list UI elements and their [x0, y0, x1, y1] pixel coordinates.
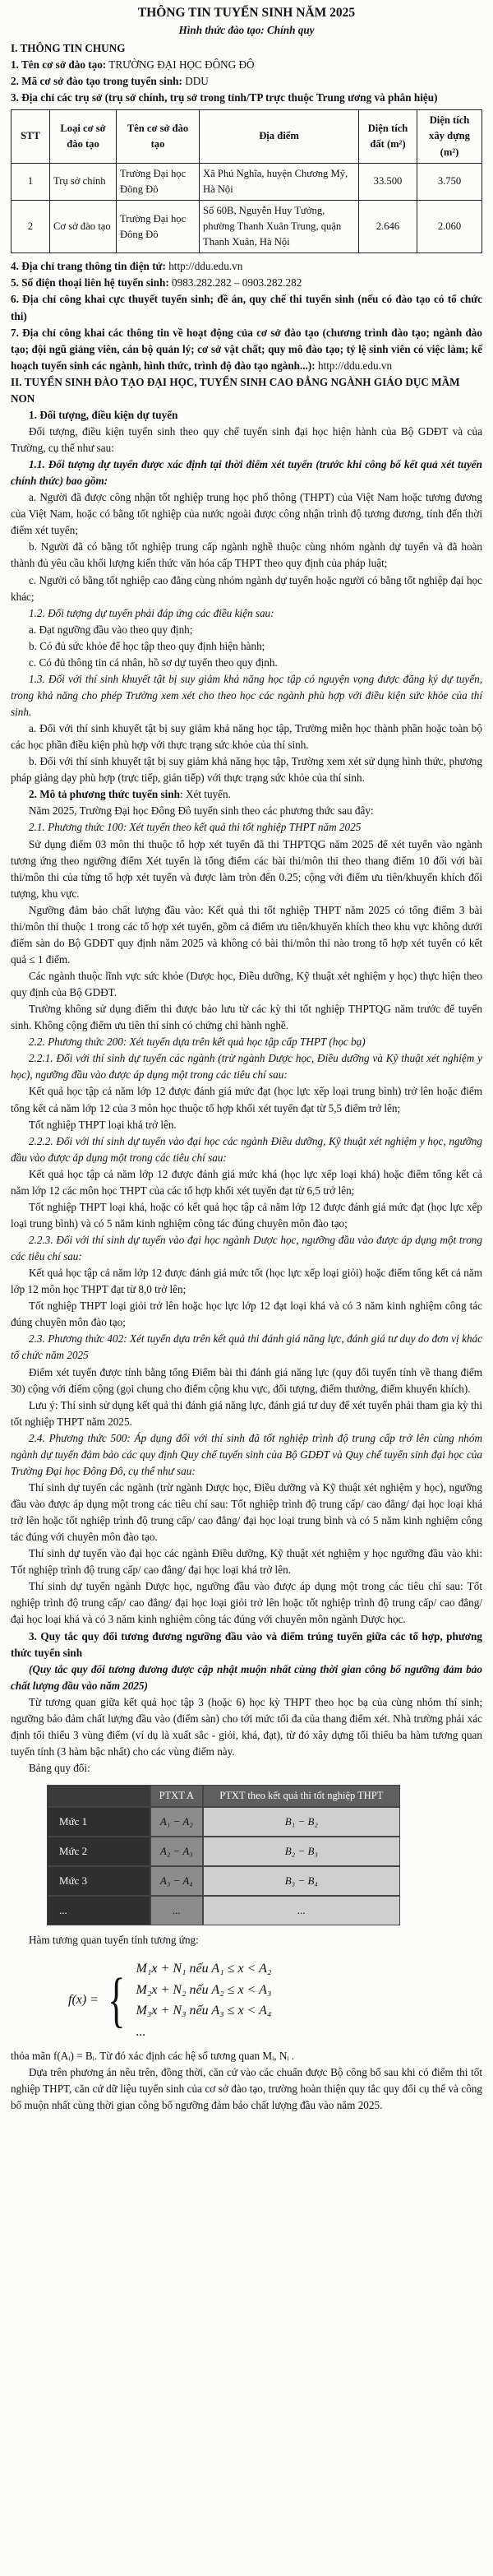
method-402-p1: Điểm xét tuyển được tính bằng tổng Điểm bài thi đánh giá năng lực (quy đổi tuyến tính về thang điểm 30) cộng với điểm cộng (gọi chung cho điểm cộng khu vực, đối tượng, điểm thưởng, điểm khuyến khích).: [11, 1365, 482, 1395]
function-caption: Hàm tương quan tuyến tính tương ứng:: [29, 1934, 199, 1947]
s1-cond-c: c. Có đủ thông tin cá nhân, hồ sơ dự tuyển theo quy định.: [29, 656, 278, 669]
cell-build-area: 3.750: [417, 163, 482, 200]
table-row: [47, 1837, 400, 1866]
cell-name: Trường Đại học Đông Đô: [117, 163, 200, 200]
item2-value: DDU: [182, 75, 209, 88]
phone-number: 0983.282.282 – 0903.282.282: [168, 276, 302, 290]
s1-disability-b: b. Đối với thí sinh khuyết tật bị suy giảm khả năng học tập, Trường xem xét sử dụng hình thức, phương pháp giảng dạy phù hợp (trực tiếp, gián tiếp) với thực trạng sức khỏe của thí sinh.: [11, 755, 482, 785]
method-100-heading: 2.1. Phương thức 100: Xét tuyển theo kết quả thi tốt nghiệp THPT năm 2025: [29, 821, 362, 834]
s2-heading-tail: : Xét tuyển.: [179, 788, 231, 801]
conversion-table-caption: Bảng quy đổi:: [29, 1762, 90, 1775]
s1-subheading: 1.2. Đối tượng dự tuyển phải đáp ứng các điều kiện sau:: [29, 606, 274, 619]
formula-brace: {: [108, 1967, 126, 2035]
s1-item-b: b. Người đã có bằng tốt nghiệp trung cấp ngành nghề thuộc cùng nhóm ngành dự tuyển và đã hoàn thành đủ yêu cầu khối lượng kiến thức văn hóa cấp THPT theo quy định của pháp luật;: [11, 540, 482, 570]
conv-b-range: ...: [203, 1896, 400, 1925]
cell-land-area: 2.646: [359, 200, 417, 253]
method-402-heading: 2.3. Phương thức 402: Xét tuyển dựa trên kết quả thi đánh giá năng lực, đánh giá tư duy do đơn vị khác tổ chức năm 2025: [11, 1332, 482, 1362]
item3: 3. Địa chỉ các trụ sở (trụ sở chính, trụ sở trong tỉnh/TP trực thuộc Trung ương và phân hiệu): [11, 91, 438, 104]
conv-col-a: PTXT A: [150, 1785, 203, 1807]
col-build-area: Diện tích xây dựng (m²): [417, 110, 482, 163]
conv-a-range: ...: [150, 1896, 203, 1925]
item1-label: 1. Tên cơ sở đào tạo:: [11, 58, 107, 72]
cell-type: Cơ sở đào tạo: [50, 200, 117, 253]
page-subtitle: Hình thức đào tạo: Chính quy: [178, 23, 315, 36]
col-location: Địa điểm: [200, 110, 359, 163]
item4: [11, 258, 482, 275]
col-land-area: Diện tích đất (m²): [359, 110, 417, 163]
s3-closing: Dựa trên phương án nêu trên, đồng thời, căn cứ vào các chuẩn được Bộ công bố sau khi có điểm thi tốt nghiệp THPT, căn cứ dữ liệu tuyển sinh của cơ sở đào tạo, trường hoàn thiện quy tắc quy đổi cụ thể và công bố muộn nhất cùng thời gian công bố ngưỡng đảm bảo chất lượng đầu vào năm 2025.: [11, 2065, 482, 2111]
item5: [11, 275, 482, 291]
method-200-2b: Tốt nghiệp THPT loại khá, hoặc có kết quả học tập cả năm lớp 12 được đánh giá mức đạt (học lực xếp loại trung bình) và có 5 năm kinh nghiệm công tác đúng chuyên môn đào tạo;: [11, 1200, 482, 1230]
method-100-p1: Sử dụng điểm 03 môn thi thuộc tổ hợp xét tuyển đã thi THPTQG năm 2025 để xét tuyển vào ngành tương ứng theo ngưỡng điểm Xét tuyển là tổng điểm các bài thi/môn thi theo thang điểm 10 đối với bài thi/môn thi của từng tổ hợp xét tuyển và được làm tròn đến 0.25; cộng với điểm ưu tiên/khuyến khích đối tượng, khu vực.: [11, 837, 482, 900]
method-500-p3: Thí sinh dự tuyển ngành Dược học, ngưỡng đầu vào được áp dụng một trong các tiêu chí sau: Tốt nghiệp trình độ trung cấp/ cao đẳng/ đại học loại giỏi trở lên hoặc tốt nghiệp trình độ trung cấp/ cao đẳng/ đại học loại khá và có 3 năm kinh nghiệm công tác đúng với chuyên môn ngành Dược học.: [11, 1580, 482, 1626]
formula-row: M₃x + N₃ nếu A₃ ≤ x < A₄: [136, 2004, 272, 2018]
method-200-heading: 2.2. Phương thức 200: Xét tuyển dựa trên kết quả học tập cấp THPT (học bạ): [29, 1035, 366, 1049]
page-title: THÔNG TIN TUYỂN SINH NĂM 2025: [137, 6, 356, 20]
method-200-2: 2.2.2. Đối với thí sinh dự tuyển vào đại học các ngành Điều dưỡng, Kỹ thuật xét nghiệm y học, ngưỡng đầu vào được áp dụng một trong các tiêu chí sau:: [11, 1134, 482, 1164]
item6: 6. Địa chỉ công khai cực thuyết tuyển sinh; đề án, quy chế thi tuyển sinh (nếu có đào tạo có tổ chức thi): [11, 293, 482, 322]
s2-heading-line: [11, 786, 482, 803]
website-link[interactable]: http://ddu.edu.vn: [165, 260, 243, 273]
cell-land-area: 33.500: [359, 163, 417, 200]
formula-note: thỏa mãn f(Aᵢ) = Bᵢ. Từ đó xác định các hệ số tương quan Mᵢ, Nᵢ .: [11, 2049, 295, 2062]
formula-rows: [136, 1958, 272, 2042]
col-stt: STT: [12, 110, 50, 163]
section2-heading: II. TUYỂN SINH ĐÀO TẠO ĐẠI HỌC, TUYỂN SINH CAO ĐẲNG NGÀNH GIÁO DỤC MẦM NON: [11, 375, 460, 405]
s1-paragraph: Đối tượng, điều kiện tuyển sinh theo quy chế tuyển sinh đại học hiện hành của Bộ GDĐT và của Trường, cụ thể như sau:: [11, 424, 482, 455]
item4-label: 4. Địa chỉ trang thông tin điện tử:: [11, 260, 166, 273]
method-100-p2: Ngưỡng đảm bảo chất lượng đầu vào: Kết quả thi tốt nghiệp THPT năm 2025 có tổng điểm 3 bài thi/môn thi thuộc 1 trong các tổ hợp xét tuyển, gồm cả điểm ưu tiên/khuyến khích theo khu vực không dưới điểm sàn do Bộ GDĐT quy định năm 2025 và không có bài thi/môn thi nào trong tổ hợp xét tuyển có kết quả ≤ 1 điểm.: [11, 903, 482, 966]
conv-level: Mức 3: [47, 1866, 150, 1896]
section1-heading: I. THÔNG TIN CHUNG: [11, 41, 126, 54]
item2: [11, 73, 482, 90]
s1-cond-a: a. Đạt ngưỡng đầu vào theo quy định;: [29, 623, 193, 636]
s1-subheading: 1.1. Đối tượng dự tuyển được xác định tại thời điểm xét tuyển (trước khi công bố kết quả xét tuyển chính thức) bao gồm:: [11, 458, 482, 488]
s2-heading: 2. Mô tả phương thức tuyển sinh: [29, 788, 180, 801]
conv-level: ...: [47, 1896, 150, 1925]
item7: [11, 325, 482, 374]
method-500-heading: 2.4. Phương thức 500: Áp dụng đối với thí sinh đã tốt nghiệp trình độ trung cấp trở lên cùng nhóm ngành dự tuyển đảm bảo các quy định Quy chế tuyển sinh của Bộ GDĐT và Quy chế tuyển sinh đại học của Trường Đại học Đông Đô, cụ thể như sau:: [11, 1431, 482, 1477]
formula-row: M₂x + N₂ nếu A₂ ≤ x < A₃: [136, 1982, 272, 1997]
item7-text: 7. Địa chỉ công khai các thông tin về hoạt động của cơ sở đào tạo (chương trình đào tạo; ngành đào tạo; đội ngũ giảng viên, cán bộ quản lý; cơ sở vật chất; quy mô đào tạo; tỷ lệ sinh viên có việc làm; kế hoạch tuyển sinh các ngành, hình thức, trình độ đào tạo ngành...):: [11, 326, 482, 372]
table-row: [47, 1866, 400, 1896]
col-type: Loại cơ sở đào tạo: [50, 110, 117, 163]
s3-heading: 3. Quy tắc quy đổi tương đương ngưỡng đầu vào và điểm trúng tuyển giữa các tổ hợp, phương thức tuyển sinh: [11, 1629, 482, 1659]
cell-stt: 2: [12, 200, 50, 253]
cell-location: Số 60B, Nguyễn Huy Tưởng, phường Thanh Xuân Trung, quận Thanh Xuân, Hà Nội: [200, 200, 359, 253]
table-row: [47, 1896, 400, 1925]
s1-item-c: c. Người có bằng tốt nghiệp cao đẳng cùng nhóm ngành dự tuyển hoặc người có bằng tốt nghiệp đại học khác;: [11, 573, 482, 603]
method-200-1b: Tốt nghiệp THPT loại khá trở lên.: [29, 1118, 177, 1131]
method-200-1: 2.2.1. Đối với thí sinh dự tuyển các ngành (trừ ngành Dược học, Điều dưỡng và Kỹ thuật xét nghiệm y học), ngưỡng đầu vào được áp dụng một trong các tiêu chí sau:: [11, 1052, 482, 1082]
piecewise-formula: [68, 1958, 482, 2042]
s1-item-a: a. Người đã được công nhận tốt nghiệp trung học phổ thông (THPT) của Việt Nam hoặc tương đương của Việt Nam, hoặc có bằng tốt nghiệp của nước ngoài được công nhận trình độ tương đương, tính đến thời điểm xét tuyển;: [11, 491, 482, 537]
conv-a-range: A₃ − A₄: [150, 1866, 203, 1896]
conv-b-range: B₁ − B₂: [203, 1807, 400, 1837]
item1-value: TRƯỜNG ĐẠI HỌC ĐÔNG ĐÔ: [106, 58, 255, 72]
method-500-p1: Thí sinh dự tuyển các ngành (trừ ngành Dược học, Điều dưỡng và Kỹ thuật xét nghiệm y học), ngưỡng đầu vào được áp dụng một trong các tiêu chí sau: Tốt nghiệp trình độ trung cấp/ cao đẳng/ đại học loại khá trở lên hoặc tốt nghiệp trình độ trung cấp/ cao đẳng/ đại học loại trung bình và có 5 năm kinh nghiệm công tác đúng với chuyên môn đào tạo.: [11, 1480, 482, 1544]
col-name: Tên cơ sở đào tạo: [117, 110, 200, 163]
campus-table-header: [12, 110, 482, 163]
conv-col-b: PTXT theo kết quả thi tốt nghiệp THPT: [203, 1785, 400, 1807]
info-link[interactable]: http://ddu.edu.vn: [315, 359, 393, 372]
method-200-3b: Tốt nghiệp THPT loại giỏi trở lên hoặc học lực lớp 12 đạt loại khá và có 3 năm kinh nghiệm công tác đúng chuyên môn đào tạo;: [11, 1300, 482, 1329]
formula-row: ...: [136, 2024, 146, 2039]
table-row: [47, 1807, 400, 1837]
cell-location: Xã Phú Nghĩa, huyện Chương Mỹ, Hà Nội: [200, 163, 359, 200]
conversion-table-wrap: [47, 1785, 400, 1925]
method-200-1a: Kết quả học tập cả năm lớp 12 được đánh giá mức đạt (học lực xếp loại trung bình) trở lên hoặc điểm tổng kết cả năm lớp 12 của 3 môn học thuộc tổ hợp khối xét tuyển đạt từ 5,5 điểm trở lên;: [11, 1085, 482, 1114]
s3-paragraph: Từ tương quan giữa kết quả học tập 3 (hoặc 6) học kỳ THPT theo học bạ của cùng nhóm thí sinh; ngưỡng bảo đảm chất lượng đầu vào (điểm sàn) cho tới mức tối đa của thang điểm xét. Nhà trường phải xác định tối thiểu 3 vùng điểm (ví dụ là xuất sắc - giỏi, khá, đạt), từ đó xây dựng tối thiểu ba hàm tương quan tuyến tính (3 hàm bậc nhất) cho các vùng điểm này.: [11, 1695, 482, 1758]
method-402-p2: Lưu ý: Thí sinh sử dụng kết quả thi đánh giá năng lực, đánh giá tư duy để xét tuyển phải tham gia kỳ thi tốt nghiệp THPT năm 2025.: [11, 1398, 482, 1428]
conv-level: Mức 2: [47, 1837, 150, 1866]
s1-heading: 1. Đối tượng, điều kiện dự tuyển: [29, 408, 178, 421]
method-100-p4: Trường không sử dụng điểm thi được bảo lưu từ các kỳ thi tốt nghiệp THPTQG năm trước để tuyển sinh. Không cộng điểm ưu tiên thí sinh có chứng chỉ hành nghề.: [11, 1003, 482, 1032]
conv-col-blank: [47, 1785, 150, 1807]
method-200-3a: Kết quả học tập cả năm lớp 12 được đánh giá mức tốt (học lực xếp loại giỏi) hoặc điểm tổng kết cả năm lớp 12 môn học THPT đạt từ 8,0 trở lên;: [11, 1267, 482, 1296]
formula-lhs: f(x) =: [68, 1993, 99, 2008]
cell-name: Trường Đại học Đông Đô: [117, 200, 200, 253]
conv-a-range: A₂ − A₃: [150, 1837, 203, 1866]
conv-level: Mức 1: [47, 1807, 150, 1837]
s1-disability-a: a. Đối với thí sinh khuyết tật bị suy giảm khả năng học tập, Trường miễn học thành phần hoặc toàn bộ các học phần điều kiện phù hợp với thực trạng sức khỏe của thí sinh.: [11, 722, 482, 752]
conversion-table: [47, 1785, 400, 1925]
campus-table: [11, 109, 482, 253]
table-row: [12, 163, 482, 200]
cell-stt: 1: [12, 163, 50, 200]
method-200-3: 2.2.3. Đối với thí sinh dự tuyển vào đại học ngành Dược học, ngưỡng đầu vào được áp dụng một trong các tiêu chí sau:: [11, 1234, 482, 1263]
method-500-p2: Thí sinh dự tuyển vào đại học các ngành Điều dưỡng, Kỹ thuật xét nghiệm y học ngưỡng đầu vào khi: Tốt nghiệp trình độ trung cấp/ cao đẳng/ đại học loại khá trở lên.: [11, 1547, 482, 1577]
formula-row: M₁x + N₁ nếu A₁ ≤ x < A₂: [136, 1962, 272, 1976]
method-100-p3: Các ngành thuộc lĩnh vực sức khỏe (Dược học, Điều dưỡng, Kỹ thuật xét nghiệm y học) thực hiện theo quy định của Bộ GDĐT.: [11, 970, 482, 999]
item1: [11, 57, 482, 73]
item2-label: 2. Mã cơ sở đào tạo trong tuyển sinh:: [11, 75, 182, 88]
s3-note: (Quy tắc quy đổi tương đương được cập nhật muộn nhất cùng thời gian công bố ngưỡng đảm bảo chất lượng đầu vào năm 2025): [11, 1662, 482, 1692]
conv-b-range: B₃ − B₄: [203, 1866, 400, 1896]
s1-cond-b: b. Có đủ sức khỏe để học tập theo quy định hiện hành;: [29, 639, 265, 652]
method-200-2a: Kết quả học tập cả năm lớp 12 được đánh giá mức khá (học lực xếp loại khá) hoặc điểm tổng kết cả năm lớp 12 các môn học THPT của các tổ hợp khối xét tuyển đạt từ 6,5 trở lên;: [11, 1167, 482, 1197]
cell-build-area: 2.060: [417, 200, 482, 253]
item5-label: 5. Số điện thoại liên hệ tuyển sinh:: [11, 276, 169, 290]
conversion-table-header: [47, 1785, 400, 1807]
conv-b-range: B₂ − B₃: [203, 1837, 400, 1866]
s2-intro: Năm 2025, Trường Đại học Đông Đô tuyển sinh theo các phương thức sau đây:: [29, 804, 374, 818]
s1-disability-note: 1.3. Đối với thí sinh khuyết tật bị suy giảm khả năng học tập có nguyện vọng được đăng ký dự tuyển, trong khả năng cho phép Trường xem xét cho theo học các ngành phù hợp với điều kiện sức khỏe của thí sinh.: [11, 672, 482, 719]
conv-a-range: A₁ − A₂: [150, 1807, 203, 1837]
table-row: [12, 200, 482, 253]
cell-type: Trụ sở chính: [50, 163, 117, 200]
